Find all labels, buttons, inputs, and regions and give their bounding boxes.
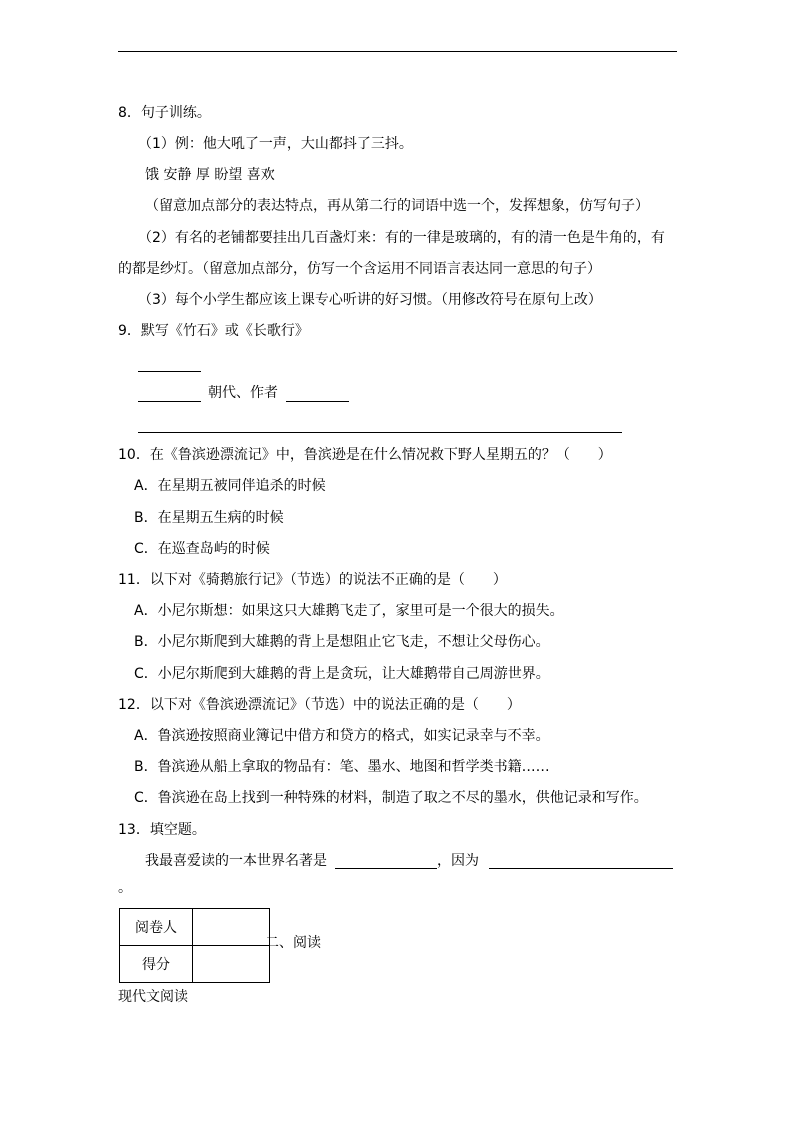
reviewer-label: 阅卷人 — [120, 909, 193, 946]
q13-text: 我最喜爱读的一本世界名著是 — [145, 853, 327, 869]
answer-blank[interactable] — [138, 371, 201, 372]
q11-option-b[interactable]: B．小尼尔斯爬到大雄鹅的背上是想阻止它飞走，不想让父母伤心。 — [134, 634, 550, 650]
answer-blank[interactable] — [138, 432, 622, 433]
q10-title: 10．在《鲁滨逊漂流记》中，鲁滨逊是在什么情况救下野人星期五的？（ ） — [118, 447, 612, 463]
section-title: 二、阅读 — [265, 935, 321, 951]
q8-words: 饿 安静 厚 盼望 喜欢 — [145, 167, 275, 183]
q13-because: ，因为 — [437, 853, 479, 869]
q12-title: 12．以下对《鲁滨逊漂流记》（节选）中的说法正确的是（ ） — [118, 697, 521, 713]
q8-part2-cont: 的都是纱灯。（留意加点部分，仿写一个含运用不同语言表达同一意思的句子） — [118, 261, 601, 277]
score-cell[interactable] — [193, 946, 270, 983]
q12-option-b[interactable]: B．鲁滨逊从船上拿取的物品有：笔、墨水、地图和哲学类书籍…… — [134, 759, 550, 775]
q11-option-a[interactable]: A．小尼尔斯想：如果这只大雄鹅飞走了，家里可是一个很大的损失。 — [134, 603, 564, 619]
answer-blank[interactable] — [138, 401, 201, 402]
reviewer-cell[interactable] — [193, 909, 270, 946]
q8-part3: （3）每个小学生都应该上课专心听讲的好习惯。（用修改符号在原句上改） — [138, 292, 602, 308]
q9-title: 9．默写《竹石》或《长歌行》 — [118, 323, 309, 339]
q11-title: 11．以下对《骑鹅旅行记》（节选）的说法不正确的是（ ） — [118, 572, 507, 588]
header-rule — [118, 51, 677, 52]
q13-end: 。 — [118, 880, 132, 896]
q10-option-a[interactable]: A．在星期五被同伴追杀的时候 — [134, 478, 326, 494]
q10-option-b[interactable]: B．在星期五生病的时候 — [134, 510, 284, 526]
score-table — [119, 908, 270, 983]
q10-option-c[interactable]: C．在巡查岛屿的时候 — [134, 541, 270, 557]
q8-part1: （1）例：他大吼了一声，大山都抖了三抖。 — [138, 136, 413, 152]
q12-option-a[interactable]: A．鲁滨逊按照商业簿记中借方和贷方的格式，如实记录幸与不幸。 — [134, 728, 550, 744]
q13-title: 13．填空题。 — [118, 822, 206, 838]
q8-note: （留意加点部分的表达特点，再从第二行的词语中选一个，发挥想象，仿写句子） — [145, 198, 649, 214]
q12-option-c[interactable]: C．鲁滨逊在岛上找到一种特殊的材料，制造了取之不尽的墨水，供他记录和写作。 — [134, 790, 648, 806]
section-subtitle: 现代文阅读 — [118, 989, 188, 1005]
dynasty-author-label: 朝代、作者 — [208, 385, 278, 401]
answer-blank[interactable] — [489, 868, 673, 869]
score-label: 得分 — [120, 946, 193, 983]
q8-part2: （2）有名的老铺都要挂出几百盏灯来：有的一律是玻璃的，有的清一色是牛角的，有 — [138, 230, 665, 246]
answer-blank[interactable] — [335, 868, 437, 869]
answer-blank[interactable] — [286, 401, 349, 402]
q8-title: 8．句子训练。 — [118, 105, 211, 121]
q11-option-c[interactable]: C．小尼尔斯爬到大雄鹅的背上是贪玩，让大雄鹅带自己周游世界。 — [134, 666, 550, 682]
